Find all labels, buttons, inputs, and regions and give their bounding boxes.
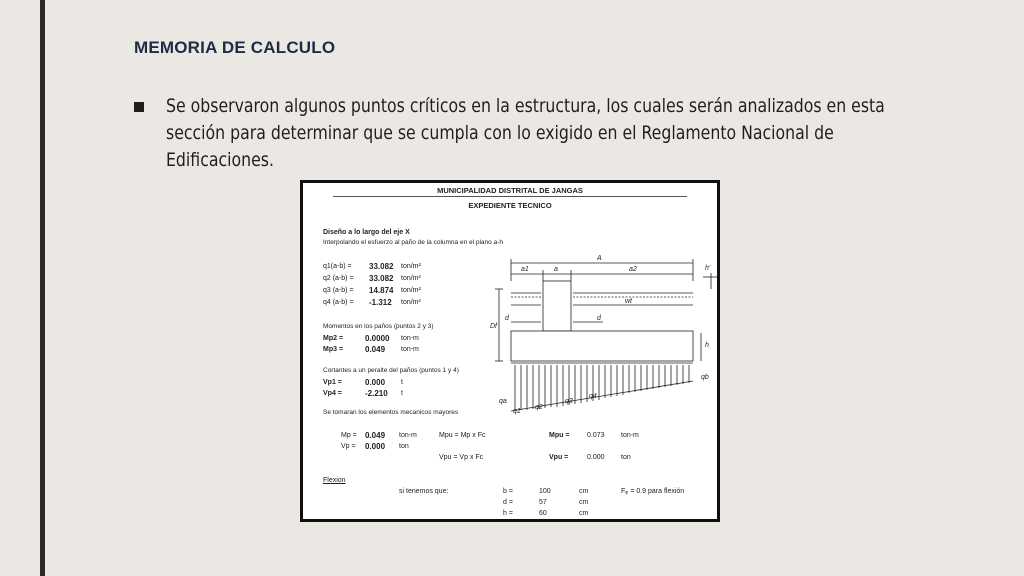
label-q4: q4 [589, 393, 597, 400]
label-q1: q1 [513, 408, 521, 415]
section-subtitle: Interpolando el esfuerzo al paño de la columna en el plano a-h [323, 239, 503, 246]
vpu-value: 0.000 [587, 454, 605, 461]
flexion-label: d = [503, 499, 513, 506]
mp-label: Mp = [341, 432, 357, 439]
footing-shape [511, 331, 693, 361]
label-a1: a1 [521, 266, 529, 273]
mpu-formula: Mpu = Mp x Fc [439, 432, 486, 439]
bullet-marker [134, 102, 144, 112]
shear-label: Vp1 = [323, 379, 342, 386]
moment-unit: ton-m [401, 335, 419, 342]
mpu-label: Mpu = [549, 432, 570, 439]
shear-value: 0.000 [365, 378, 386, 387]
mp-unit: ton-m [399, 432, 417, 439]
footing-diagram [490, 241, 718, 416]
moment-value: 0.0000 [365, 334, 390, 343]
header-divider [333, 196, 687, 197]
vpu-unit: ton [621, 454, 631, 461]
doc-header-expediente: EXPEDIENTE TECNICO [468, 201, 552, 210]
q-row-label: q2 (a-b) = [323, 275, 354, 282]
label-d-right: d [597, 315, 601, 322]
column-shape [543, 281, 571, 331]
label-d-left: d [505, 315, 509, 322]
flexion-if: si tenemos que: [399, 488, 449, 495]
flexion-unit: cm [579, 499, 589, 506]
q-row-label: q4 (a-b) = [323, 299, 354, 306]
flexion-value: 60 [539, 510, 547, 517]
shear-value: -2.210 [365, 389, 388, 398]
flexion-label: b = [503, 488, 513, 495]
q-row-value: 33.082 [369, 262, 394, 271]
q-row-value: -1.312 [369, 298, 392, 307]
label-h-prime: h' [705, 265, 711, 272]
label-q2: q2 [535, 404, 543, 411]
q-row-unit: ton/m² [401, 263, 421, 270]
q-row-unit: ton/m² [401, 299, 421, 306]
section-title: Diseño a lo largo del eje X [323, 229, 410, 236]
vpu-label: Vpu = [549, 454, 569, 461]
vp-value: 0.000 [365, 442, 386, 451]
q-row-label: q3 (a-b) = [323, 287, 354, 294]
flexion-title: Flexion [323, 477, 346, 484]
label-h: h [705, 342, 709, 349]
calculation-sheet-image [300, 180, 720, 522]
flexion-value: 57 [539, 499, 547, 506]
moment-label: Mp3 = [323, 346, 344, 353]
flexion-label: h = [503, 510, 513, 517]
moment-unit: ton-m [401, 346, 419, 353]
shear-label: Vp4 = [323, 390, 342, 397]
vp-label: Vp = [341, 443, 356, 450]
vp-unit: ton [399, 443, 409, 450]
q-row-unit: ton/m² [401, 275, 421, 282]
shear-unit: t [401, 390, 403, 397]
vpu-formula: Vpu = Vp x Fc [439, 454, 484, 461]
take-elements-note: Se tomaran los elementos mecanicos mayores [323, 409, 459, 416]
flexion-unit: cm [579, 488, 589, 495]
label-q3: q3 [565, 398, 573, 405]
q-row-unit: ton/m² [401, 287, 421, 294]
mpu-unit: ton-m [621, 432, 639, 439]
moment-value: 0.049 [365, 345, 386, 354]
label-qa: qa [499, 398, 507, 405]
moment-label: Mp2 = [323, 335, 344, 342]
q-row-value: 14.874 [369, 286, 394, 295]
shear-unit: t [401, 379, 403, 386]
mp-value: 0.049 [365, 431, 386, 440]
phi-note: Fᵩ = 0.9 para flexión [621, 488, 685, 495]
slide-title: MEMORIA DE CALCULO [134, 38, 336, 57]
q-row-value: 33.082 [369, 274, 394, 283]
flexion-unit: cm [579, 510, 589, 517]
label-A: A [597, 255, 602, 262]
label-qb: qb [701, 374, 709, 381]
moments-title: Momentos en los paños (puntos 2 y 3) [323, 323, 434, 330]
shears-title: Cortantes a un peralte del paños (puntos 1 y 4) [323, 367, 459, 374]
doc-header-municipality: MUNICIPALIDAD DISTRITAL DE JANGAS [437, 186, 583, 195]
label-a: a [554, 266, 558, 273]
mpu-value: 0.073 [587, 432, 605, 439]
label-Df: Df [490, 323, 497, 330]
label-wt: wt [625, 298, 632, 305]
bullet-text: Se observaron algunos puntos críticos en la estructura, los cuales serán analizados en esta sección para determinar que se cumpla con lo exigido en el Reglamento Nacional de Edificaciones. [166, 95, 885, 171]
label-a2: a2 [629, 266, 637, 273]
q-row-label: q1(a-b) = [323, 263, 352, 270]
flexion-value: 100 [539, 488, 551, 495]
left-accent-bar [40, 0, 45, 576]
